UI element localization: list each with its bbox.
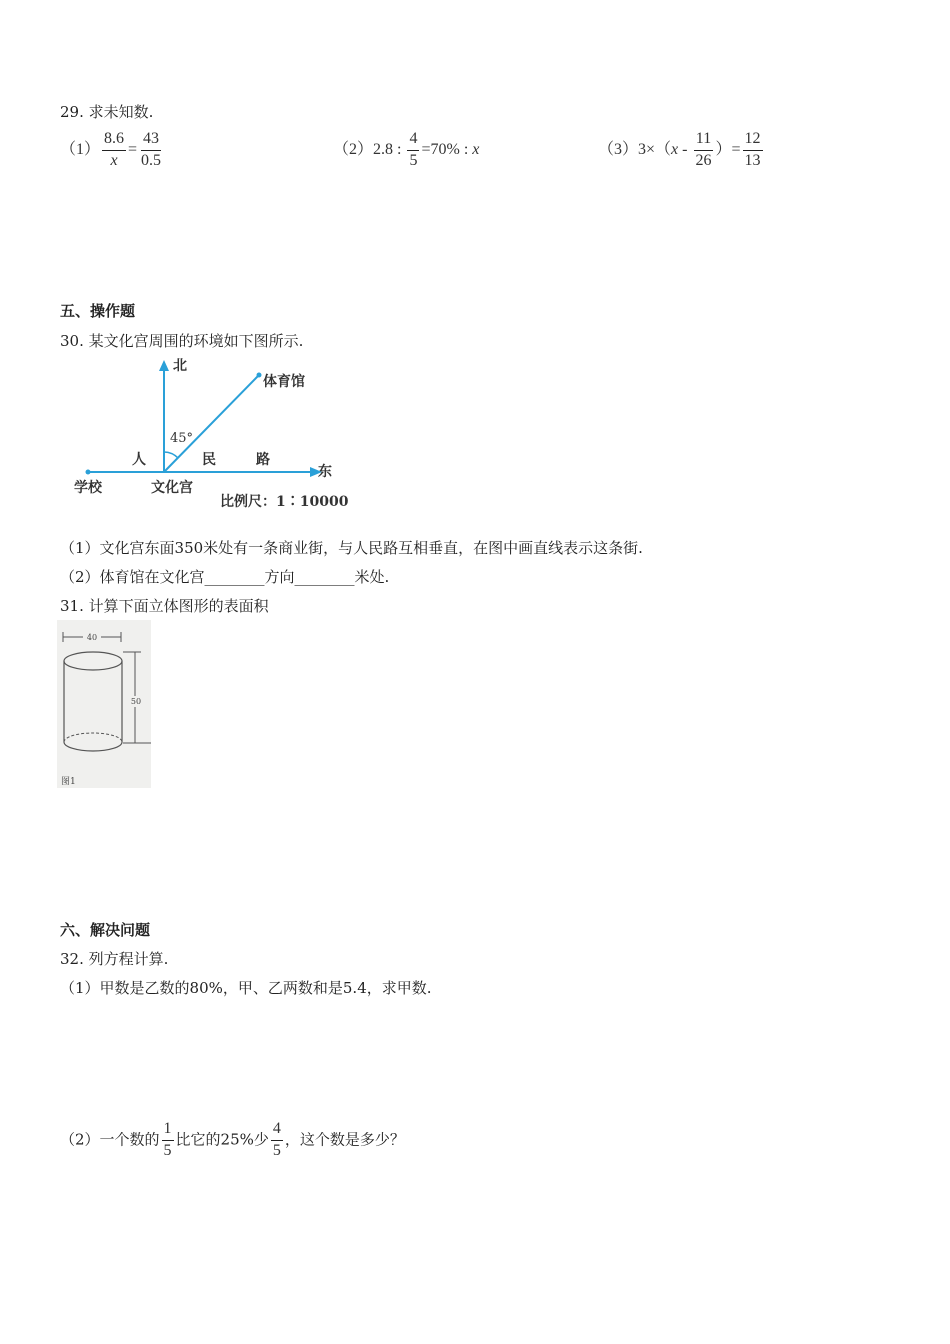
frac-denominator: x [110, 151, 118, 169]
q29-part1-frac-right [139, 131, 163, 170]
frac-denominator: 5 [409, 151, 418, 169]
north-arrow-icon [159, 360, 169, 371]
frac-numerator: 11 [694, 131, 713, 151]
q32-sub2-frac2 [271, 1121, 283, 1160]
q30-title: 30. 某文化宫周围的环境如下图所示. [60, 332, 304, 350]
scale-label: 比例尺：1∶10000 [220, 494, 349, 510]
frac-denominator: 0.5 [141, 151, 162, 169]
school-label: 学校 [74, 480, 102, 496]
q30-sub2: （2）体育馆在文化宫________方向________米处. [60, 568, 390, 586]
q29-part3 [598, 131, 765, 170]
frac-denominator: 5 [163, 1141, 172, 1159]
q29-part2 [333, 131, 479, 170]
q29-part3-label: （3） [598, 140, 639, 158]
height-label: 50 [130, 697, 142, 706]
q29-part3-frac1 [693, 131, 713, 170]
q32-sub2-frac1 [162, 1121, 174, 1160]
q29-part3-lead: 3×（ [638, 140, 672, 158]
q29-part2-label: （2） [333, 140, 374, 158]
frac-numerator: 4 [407, 131, 419, 151]
q29-part1 [60, 131, 165, 170]
q32-sub2-mid: 比它的25%少 [175, 1130, 269, 1149]
section5-heading: 五、操作题 [60, 302, 136, 320]
q32-title: 32. 列方程计算. [60, 950, 169, 968]
q31-cylinder-figure [57, 620, 151, 788]
frac-denominator: 5 [272, 1141, 281, 1159]
equals-sign: = [128, 140, 138, 158]
q29-title: 29. 求未知数. [60, 103, 154, 121]
q32-sub2-end: ，这个数是多少？ [284, 1130, 405, 1149]
q29-part2-lead: 2.8 : [373, 140, 406, 158]
north-label: 北 [173, 358, 187, 374]
road-char-3: 路 [256, 452, 270, 468]
stadium-point [257, 373, 262, 378]
diameter-label: 40 [86, 633, 98, 642]
q29-part2-frac [407, 131, 419, 170]
school-point [86, 470, 91, 475]
palace-label: 文化宫 [151, 480, 193, 496]
frac-numerator: 4 [271, 1121, 283, 1141]
q29-part1-frac-left [102, 131, 126, 170]
frac-denominator: 13 [744, 151, 761, 169]
angle-arc [164, 452, 178, 458]
figure-caption: 图1 [61, 777, 76, 787]
q29-part2-rest: =70% : [421, 140, 473, 158]
frac-numerator: 43 [141, 131, 161, 151]
q29-part1-label: （1） [60, 140, 101, 158]
q32-sub2-label: （2）一个数的 [60, 1130, 160, 1149]
road-char-2: 民 [202, 452, 216, 468]
q29-part3-frac2 [743, 131, 763, 170]
variable-x: x [671, 140, 679, 158]
road-char-1: 人 [132, 452, 146, 468]
angle-label: 45° [170, 431, 194, 446]
frac-numerator: 12 [743, 131, 763, 151]
q30-map-figure [60, 352, 370, 517]
frac-numerator: 1 [162, 1121, 174, 1141]
variable-x: x [472, 140, 480, 158]
stadium-label: 体育馆 [263, 374, 305, 390]
section6-heading: 六、解决问题 [60, 921, 151, 939]
q29-part3-close: ）= [715, 140, 741, 158]
minus-sign: - [678, 140, 692, 158]
east-label: 东 [318, 464, 332, 480]
q30-sub1: （1）文化宫东面350米处有一条商业街，与人民路互相垂直，在图中画直线表示这条街. [60, 539, 643, 557]
frac-denominator: 26 [695, 151, 712, 169]
q32-sub1: （1）甲数是乙数的80%，甲、乙两数和是5.4，求甲数. [60, 979, 432, 997]
frac-numerator: 8.6 [102, 131, 126, 151]
q31-title: 31. 计算下面立体图形的表面积 [60, 597, 269, 615]
q32-sub2 [60, 1121, 405, 1160]
